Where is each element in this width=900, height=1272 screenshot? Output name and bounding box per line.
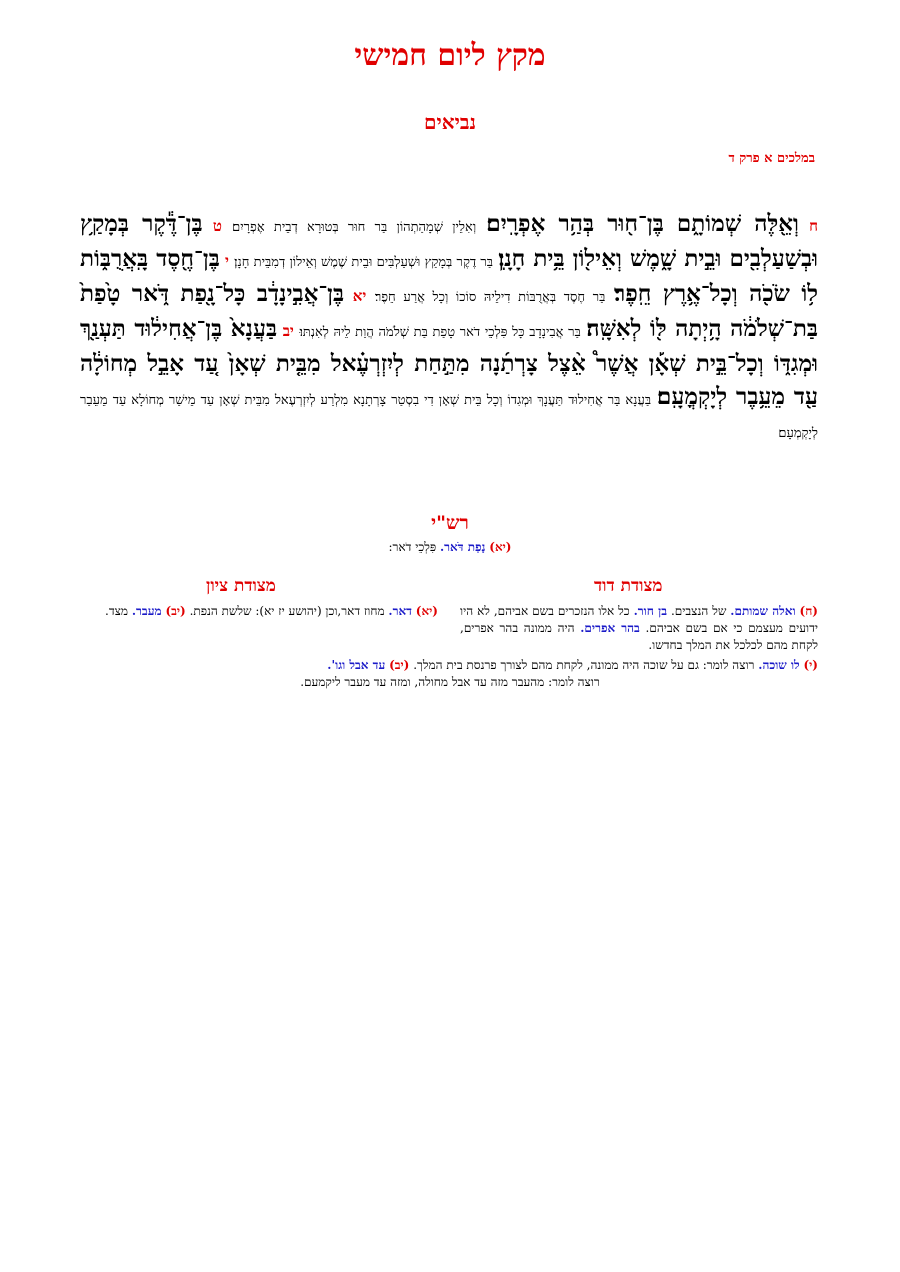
page-title: מקץ ליום חמישי <box>354 38 546 73</box>
commentary-line <box>82 674 818 691</box>
commentary-text: של הנצבים. <box>670 604 727 618</box>
verse-targum: בַּעֲנָא בַּר אֲחִילוּד תַּעֲנָךְ וּמְגִדוֹ וְכָל בֵּית שְׁאָן דִי בִסְטַר צָרְתָנָא מִלְרַע לְיִזְרְעֶאל מִבֵּית שְׁאָן עַד מֵישַׁר מְחוֹלָא עַד מֵעֵבַר לְיָקְמְעָם׃ <box>80 393 818 441</box>
commentary-line <box>82 657 818 674</box>
commentary-keyword: בהר אפרים. <box>580 621 640 635</box>
commentary-keyword: בן חור. <box>633 604 667 618</box>
commentary-text: רוצה לומר: גם על שוכה היה ממונה, לקחת מהם לצורך פרנסת בית המלך. <box>413 658 755 672</box>
metzudat-zion-column <box>82 603 438 620</box>
commentary-verse-ref: (יב) <box>165 604 186 618</box>
verse-targum: בַּר אֲבִינָדָב כָּל פִּלְכֵי דֹאר טָפַת בַּת שְׁלֹמֹה הֲוַת לֵיהּ לְאִנְתּוּ׃ <box>299 325 581 340</box>
verses-block <box>80 208 818 449</box>
commentary-verse-ref: (ח) <box>799 604 818 618</box>
commentary-keyword: לו שוכה. <box>758 658 800 672</box>
commentary-text: מחוז דאר,וכן (יהושע יז יא): שלשת הנפת. <box>189 604 385 618</box>
commentary-verse-ref: (יב) <box>389 658 410 672</box>
verse-number: ט <box>212 217 222 235</box>
commentary-keyword: דאר. <box>388 604 412 618</box>
verse-targum: בַּר חֶסֶד בְּאֲרֻבּוֹת דִילֵיהּ סוֹכוֹ וְכָל אֲרַע חֵפֶר׃ <box>374 290 606 305</box>
metzudat-david-continued <box>82 657 818 691</box>
rashi-commentary <box>0 540 900 555</box>
commentary-text: מצד. <box>105 604 129 618</box>
commentary-text: רוצה לומר: מהעבר מזה עד אבל מחולה, ומזה עד מעבר ליקמעם. <box>300 675 600 689</box>
commentary-keyword: ואלה שמותם. <box>730 604 796 618</box>
verse-hebrew: בֶּן־אֲבִ֣ינָדָ֔ב כָּל־נָ֖פַת דֹּ֑אר טָ֙פַת֙ בַּת־שְׁלֹמֹ֔ה הָ֥יְתָה לּ֖וֹ לְאִשָּֽׁה׃ <box>80 280 818 342</box>
section-title: נביאים <box>424 110 476 134</box>
metzudat-david-column <box>460 603 818 654</box>
commentary-text: היה ממונה בהר אפרים, לקחת מהם לכלכל את המלך בחדשו. <box>460 621 818 652</box>
rashi-text: פִּלְכֵי דֹאר: <box>388 540 437 554</box>
verse-targum: וְאִלֵין שְׁמָהַתְהוֹן בַּר חוּר בְּטוּרָא דְבֵית אֶפְרָיִם׃ <box>232 220 477 235</box>
verse-hebrew: בַּעֲנָא֙ בֶּן־אֲחִיל֔וּד תַּעְנַ֖ךְ וּמְגִדּ֑וֹ וְכָל־בֵּ֣ית שְׁאָ֡ן אֲשֶׁר֩ אֵ֨צֶל צָרְתַ֜נָה מִתַּ֣חַת לְיִזְרְעֶ֗אל מִבֵּ֤ית שְׁאָן֙ עַ֚ד אָבֵ֣ל מְחוֹלָ֔ה עַ֖ד מֵעֵ֥בֶר לְיָקְמֳעָֽם׃ <box>80 315 818 410</box>
verse-hebrew: בֶּן־דֶּ֕קֶר בְּמָקַ֥ץ וּבְשַׁעַלְבִ֖ים וּבֵ֣ית שָׁ֑מֶשׁ וְאֵיל֖וֹן בֵּ֥ית חָנָֽן׃ <box>80 210 818 272</box>
metzudat-david-heading: מצודת דוד <box>594 576 663 596</box>
rashi-keyword: נָפַת דֹּאר. <box>439 540 486 554</box>
verse-targum: בַּר דֶקֶר בְּמָקַץ וּשְׁעַלְבִּים וּבֵית שֶׁמֶשׁ וְאֵילוֹן דְמִבֵּית חָנָן׃ <box>234 255 494 270</box>
commentary-keyword: עד אבל וגו'. <box>327 658 386 672</box>
commentary-verse-ref: (יא) <box>415 604 438 618</box>
rashi-verse-ref: (יא) <box>489 540 512 554</box>
metzudat-zion-heading: מצודת ציון <box>206 576 276 596</box>
verse-hebrew: בֶּן־חֶ֖סֶד בָּֽאֲרֻבּ֑וֹת ל֥וֹ שֹׂכֹ֖ה וְכָל־אֶ֥רֶץ חֵֽפֶר׃ <box>80 245 818 307</box>
verse-number: י <box>225 252 229 270</box>
commentary-text: כל אלו הנזכרים בשם אביהם, לא היו ידועים מעצמם כי אם בשם אביהם. <box>460 604 818 635</box>
verse-number: יב <box>282 322 294 340</box>
commentary-keyword: מעבר. <box>131 604 162 618</box>
verse-hebrew: וְאֵ֖לֶּה שְׁמוֹתָ֑ם בֶּן־ח֖וּר בְּהַ֥ר אֶפְרָֽיִם׃ <box>486 210 799 237</box>
commentary-verse-ref: (י) <box>803 658 818 672</box>
chapter-reference: במלכים א פרק ד <box>728 151 815 166</box>
verse-number: ח <box>809 217 819 235</box>
rashi-heading: רש"י <box>431 512 469 534</box>
verse-number: יא <box>352 287 367 305</box>
